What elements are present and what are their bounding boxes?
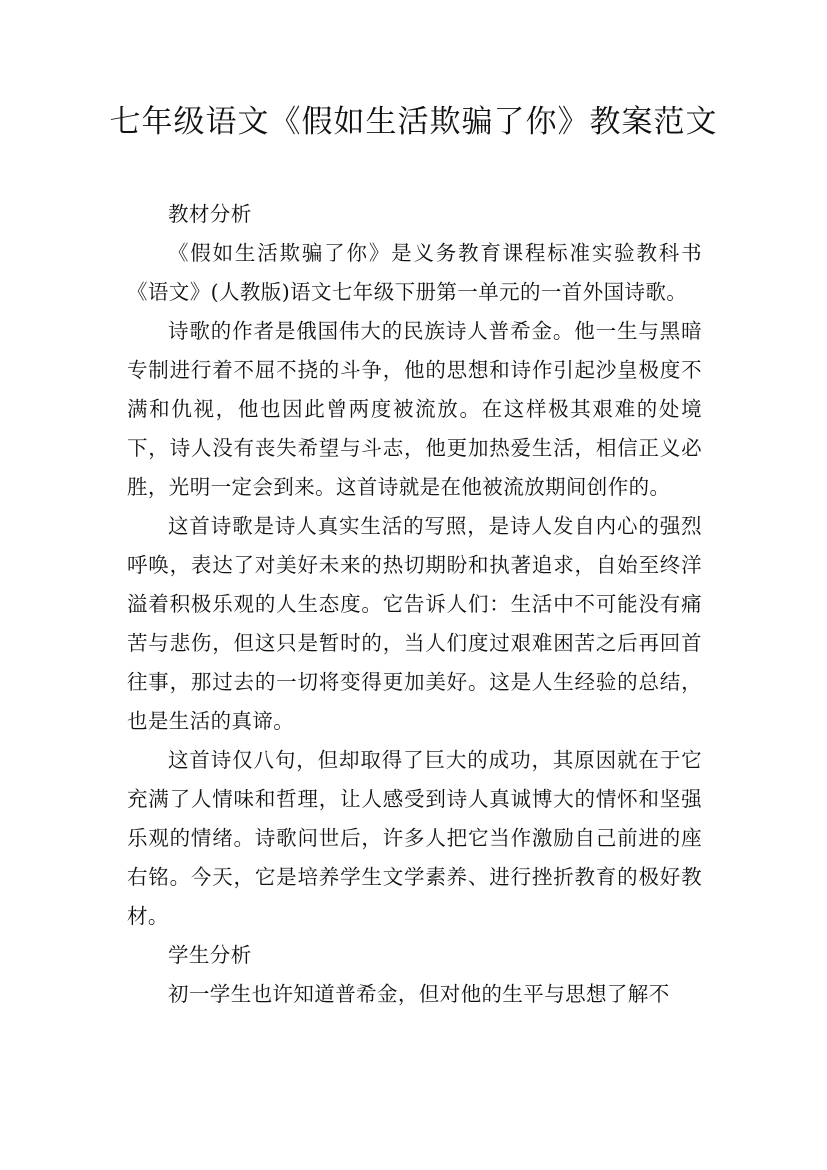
paragraph-textbook-intro: 《假如生活欺骗了你》是义务教育课程标准实验教科书《语文》(人教版)语文七年级下册第一单元的一首外国诗歌。 — [127, 241, 702, 304]
section-heading-student-analysis: 学生分析 — [168, 943, 252, 967]
paragraph-author: 诗歌的作者是俄国伟大的民族诗人普希金。他一生与黑暗专制进行着不屈不挠的斗争，他的思想和诗作引起沙皇极度不满和仇视，他也因此曾两度被流放。在这样极其艰难的处境下，诗人没有丧失希望与斗志，他更加热爱生活，相信正义必胜，光明一定会到来。这首诗就是在他被流放期间创作的。 — [127, 319, 702, 499]
document-body — [127, 195, 702, 1014]
paragraph-poem-success: 这首诗仅八句，但却取得了巨大的成功，其原因就在于它充满了人情味和哲理，让人感受到诗人真诚博大的情怀和坚强乐观的情绪。诗歌问世后，许多人把它当作激励自己前进的座右铭。今天，它是培养学生文学素养、进行挫折教育的极好教材。 — [127, 748, 702, 928]
paragraph-poem-meaning: 这首诗歌是诗人真实生活的写照，是诗人发自内心的强烈呼唤，表达了对美好未来的热切期盼和执著追求，自始至终洋溢着积极乐观的人生态度。它告诉人们：生活中不可能没有痛苦与悲伤，但这只是暂时的，当人们度过艰难困苦之后再回首往事，那过去的一切将变得更加美好。这是人生经验的总结，也是生活的真谛。 — [127, 514, 702, 733]
section-heading-textbook-analysis: 教材分析 — [168, 202, 252, 226]
paragraph-student-intro: 初一学生也许知道普希金，但对他的生平与思想了解不 — [168, 982, 670, 1006]
document-title: 七年级语文《假如生活欺骗了你》教案范文 — [109, 104, 718, 140]
